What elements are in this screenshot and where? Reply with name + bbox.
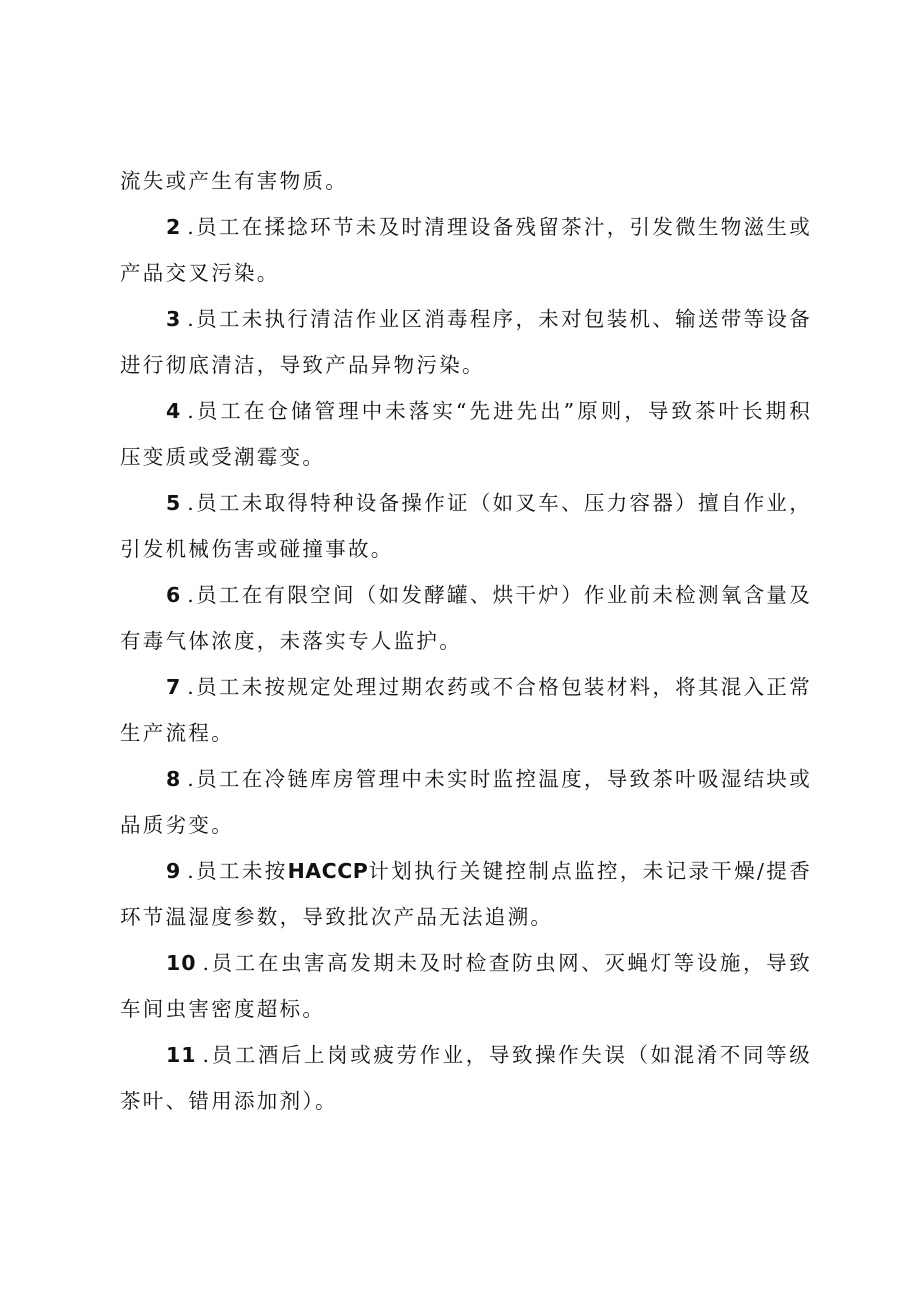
item-number: 5 [166,491,182,515]
item-text: .员工在仓储管理中未落实“先进先出”原则，导致茶叶长期积压变质或受潮霉变。 [120,399,812,469]
item-number: 3 [166,307,182,331]
item-number: 9 [166,859,182,883]
item-number: 2 [166,215,182,239]
list-item-8 [120,756,812,848]
item-text: .员工在有限空间（如发酵罐、烘干炉）作业前未检测氧含量及有毒气体浓度，未落实专人监护。 [120,583,812,653]
item-text: .员工在揉捻环节未及时清理设备残留茶汁，引发微生物滋生或产品交叉污染。 [120,215,812,285]
item-text: .员工未执行清洁作业区消毒程序，未对包装机、输送带等设备进行彻底清洁，导致产品异物污染。 [120,307,812,377]
list-item-2 [120,204,812,296]
item-text: .员工未按规定处理过期农药或不合格包装材料，将其混入正常生产流程。 [120,675,812,745]
item-text-before: .员工未按 [187,859,288,883]
item-number: 8 [166,767,182,791]
item-text-after: 计划执行关键控制点监控，未记录干燥/提香环节温湿度参数，导致批次产品无法追溯。 [120,859,812,929]
list-item-9 [120,848,812,940]
item-text: .员工酒后上岗或疲劳作业，导致操作失误（如混淆不同等级茶叶、错用添加剂）。 [120,1043,812,1113]
item-number: 7 [166,675,182,699]
item-text: .员工在冷链库房管理中未实时监控温度，导致茶叶吸湿结块或品质劣变。 [120,767,812,837]
continuation-paragraph: 流失或产生有害物质。 [120,169,348,193]
item-number: 4 [166,399,182,423]
list-item-3 [120,296,812,388]
item-text: .员工在虫害高发期未及时检查防虫网、灭蝇灯等设施，导致车间虫害密度超标。 [120,951,812,1021]
item-number: 10 [166,951,197,975]
list-item-5 [120,480,812,572]
item-number: 11 [166,1043,197,1067]
haccp-term: HACCP [287,859,369,883]
document-body [120,158,812,1124]
list-item-4 [120,388,812,480]
list-item-11 [120,1032,812,1124]
list-item-10 [120,940,812,1032]
item-text: .员工未取得特种设备操作证（如叉车、压力容器）擅自作业，引发机械伤害或碰撞事故。 [120,491,812,561]
item-number: 6 [166,583,182,607]
list-item-6 [120,572,812,664]
list-item-7 [120,664,812,756]
